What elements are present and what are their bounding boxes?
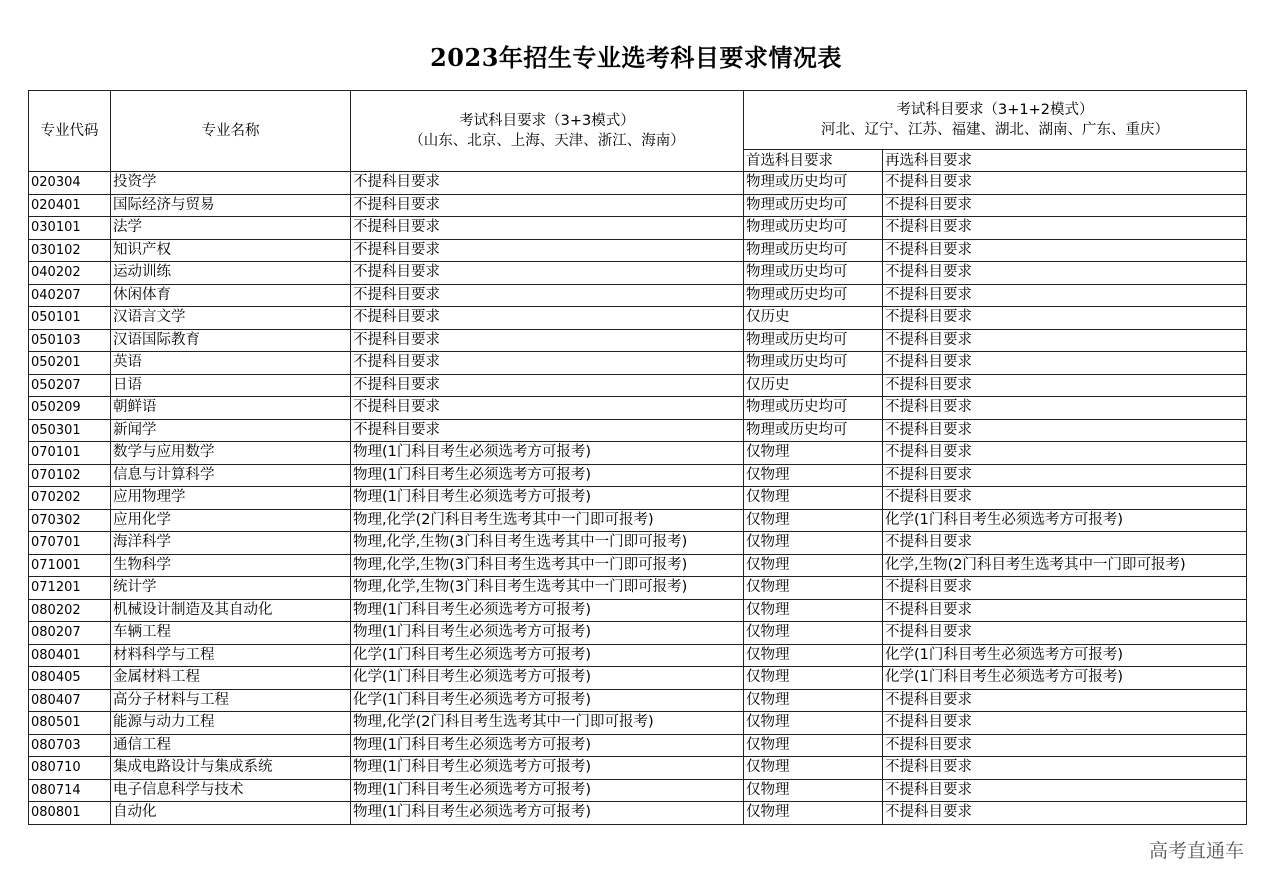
cell-first-choice: 物理或历史均可 (744, 419, 883, 442)
cell-req-3-3: 物理,化学,生物(3门科目考生选考其中一门即可报考) (351, 532, 744, 555)
table-row (29, 622, 1247, 645)
cell-second-choice: 化学(1门科目考生必须选考方可报考) (883, 509, 1247, 532)
cell-major-name: 海洋科学 (111, 532, 351, 555)
cell-code: 080407 (29, 689, 111, 712)
cell-req-3-3: 不提科目要求 (351, 172, 744, 195)
cell-code: 070202 (29, 487, 111, 510)
cell-req-3-3: 不提科目要求 (351, 239, 744, 262)
cell-first-choice: 仅物理 (744, 464, 883, 487)
cell-major-name: 数学与应用数学 (111, 442, 351, 465)
table-row (29, 442, 1247, 465)
cell-second-choice: 化学(1门科目考生必须选考方可报考) (883, 667, 1247, 690)
header-mode-3-3-line1: 考试科目要求（3+3模式） (459, 113, 635, 129)
cell-req-3-3: 化学(1门科目考生必须选考方可报考) (351, 667, 744, 690)
header-name: 专业名称 (111, 91, 351, 172)
cell-req-3-3: 不提科目要求 (351, 374, 744, 397)
table-row (29, 397, 1247, 420)
cell-second-choice: 不提科目要求 (883, 779, 1247, 802)
table-row (29, 307, 1247, 330)
cell-req-3-3: 物理(1门科目考生必须选考方可报考) (351, 487, 744, 510)
table-row (29, 262, 1247, 285)
cell-req-3-3: 不提科目要求 (351, 262, 744, 285)
table-row (29, 577, 1247, 600)
table-row (29, 757, 1247, 780)
cell-major-name: 信息与计算科学 (111, 464, 351, 487)
cell-first-choice: 仅物理 (744, 779, 883, 802)
cell-code: 040207 (29, 284, 111, 307)
cell-code: 080401 (29, 644, 111, 667)
cell-major-name: 自动化 (111, 802, 351, 825)
cell-req-3-3: 不提科目要求 (351, 329, 744, 352)
cell-first-choice: 仅物理 (744, 622, 883, 645)
cell-second-choice: 化学,生物(2门科目考生选考其中一门即可报考) (883, 554, 1247, 577)
cell-second-choice: 不提科目要求 (883, 757, 1247, 780)
cell-code: 080202 (29, 599, 111, 622)
cell-code: 080714 (29, 779, 111, 802)
cell-first-choice: 物理或历史均可 (744, 239, 883, 262)
cell-major-name: 材料科学与工程 (111, 644, 351, 667)
cell-major-name: 生物科学 (111, 554, 351, 577)
table-row (29, 509, 1247, 532)
table-row (29, 779, 1247, 802)
table-row (29, 734, 1247, 757)
cell-major-name: 机械设计制造及其自动化 (111, 599, 351, 622)
cell-code: 020401 (29, 194, 111, 217)
cell-code: 050209 (29, 397, 111, 420)
cell-second-choice: 不提科目要求 (883, 329, 1247, 352)
cell-major-name: 知识产权 (111, 239, 351, 262)
cell-first-choice: 仅物理 (744, 802, 883, 825)
cell-second-choice: 不提科目要求 (883, 487, 1247, 510)
cell-code: 071001 (29, 554, 111, 577)
cell-major-name: 能源与动力工程 (111, 712, 351, 735)
header-mode-3-1-2 (744, 91, 1247, 150)
cell-code: 071201 (29, 577, 111, 600)
cell-code: 080703 (29, 734, 111, 757)
cell-code: 080207 (29, 622, 111, 645)
cell-second-choice: 不提科目要求 (883, 689, 1247, 712)
cell-req-3-3: 物理(1门科目考生必须选考方可报考) (351, 622, 744, 645)
table-row (29, 419, 1247, 442)
table-row (29, 599, 1247, 622)
cell-req-3-3: 物理(1门科目考生必须选考方可报考) (351, 779, 744, 802)
cell-second-choice: 不提科目要求 (883, 734, 1247, 757)
cell-req-3-3: 化学(1门科目考生必须选考方可报考) (351, 644, 744, 667)
cell-major-name: 日语 (111, 374, 351, 397)
cell-code: 070302 (29, 509, 111, 532)
cell-code: 050103 (29, 329, 111, 352)
header-mode-3-3-line2: （山东、北京、上海、天津、浙江、海南） (409, 133, 685, 149)
cell-major-name: 投资学 (111, 172, 351, 195)
cell-code: 080801 (29, 802, 111, 825)
cell-second-choice: 不提科目要求 (883, 284, 1247, 307)
watermark: 高考直通车 (1148, 840, 1244, 862)
cell-first-choice: 仅物理 (744, 554, 883, 577)
header-mode-3-1-2-line2: 河北、辽宁、江苏、福建、湖北、湖南、广东、重庆） (821, 122, 1169, 138)
cell-first-choice: 仅物理 (744, 442, 883, 465)
cell-req-3-3: 不提科目要求 (351, 397, 744, 420)
cell-first-choice: 仅物理 (744, 667, 883, 690)
cell-first-choice: 仅历史 (744, 374, 883, 397)
cell-req-3-3: 不提科目要求 (351, 307, 744, 330)
cell-major-name: 车辆工程 (111, 622, 351, 645)
page-title: 2023年招生专业选考科目要求情况表 (430, 43, 842, 72)
cell-req-3-3: 物理(1门科目考生必须选考方可报考) (351, 599, 744, 622)
cell-first-choice: 物理或历史均可 (744, 172, 883, 195)
cell-second-choice: 不提科目要求 (883, 262, 1247, 285)
cell-second-choice: 不提科目要求 (883, 577, 1247, 600)
cell-second-choice: 不提科目要求 (883, 194, 1247, 217)
cell-second-choice: 不提科目要求 (883, 532, 1247, 555)
cell-first-choice: 物理或历史均可 (744, 194, 883, 217)
header-first-choice: 首选科目要求 (744, 150, 883, 172)
cell-req-3-3: 不提科目要求 (351, 284, 744, 307)
cell-major-name: 通信工程 (111, 734, 351, 757)
cell-major-name: 新闻学 (111, 419, 351, 442)
cell-second-choice: 不提科目要求 (883, 239, 1247, 262)
cell-major-name: 高分子材料与工程 (111, 689, 351, 712)
cell-major-name: 电子信息科学与技术 (111, 779, 351, 802)
table-row (29, 374, 1247, 397)
header-row (29, 91, 1247, 150)
cell-major-name: 法学 (111, 217, 351, 240)
cell-major-name: 汉语国际教育 (111, 329, 351, 352)
header-second-choice: 再选科目要求 (883, 150, 1247, 172)
header-mode-3-3 (351, 91, 744, 172)
cell-code: 050207 (29, 374, 111, 397)
table-row (29, 644, 1247, 667)
table-row (29, 217, 1247, 240)
cell-req-3-3: 物理,化学,生物(3门科目考生选考其中一门即可报考) (351, 577, 744, 600)
cell-req-3-3: 物理(1门科目考生必须选考方可报考) (351, 442, 744, 465)
cell-second-choice: 不提科目要求 (883, 599, 1247, 622)
cell-first-choice: 物理或历史均可 (744, 329, 883, 352)
cell-first-choice: 仅物理 (744, 577, 883, 600)
cell-first-choice: 物理或历史均可 (744, 262, 883, 285)
cell-second-choice: 不提科目要求 (883, 374, 1247, 397)
cell-req-3-3: 物理(1门科目考生必须选考方可报考) (351, 464, 744, 487)
cell-code: 020304 (29, 172, 111, 195)
table-row (29, 284, 1247, 307)
cell-req-3-3: 物理,化学(2门科目考生选考其中一门即可报考) (351, 712, 744, 735)
table-row (29, 172, 1247, 195)
cell-code: 070701 (29, 532, 111, 555)
table-row (29, 667, 1247, 690)
cell-second-choice: 不提科目要求 (883, 352, 1247, 375)
cell-code: 050301 (29, 419, 111, 442)
cell-req-3-3: 物理(1门科目考生必须选考方可报考) (351, 802, 744, 825)
cell-code: 070102 (29, 464, 111, 487)
cell-code: 070101 (29, 442, 111, 465)
cell-first-choice: 物理或历史均可 (744, 352, 883, 375)
cell-req-3-3: 物理(1门科目考生必须选考方可报考) (351, 734, 744, 757)
cell-req-3-3: 不提科目要求 (351, 217, 744, 240)
cell-major-name: 应用物理学 (111, 487, 351, 510)
cell-req-3-3: 不提科目要求 (351, 419, 744, 442)
cell-second-choice: 不提科目要求 (883, 802, 1247, 825)
cell-second-choice: 化学(1门科目考生必须选考方可报考) (883, 644, 1247, 667)
cell-major-name: 休闲体育 (111, 284, 351, 307)
table-row (29, 532, 1247, 555)
cell-second-choice: 不提科目要求 (883, 397, 1247, 420)
cell-major-name: 集成电路设计与集成系统 (111, 757, 351, 780)
cell-first-choice: 物理或历史均可 (744, 397, 883, 420)
cell-first-choice: 仅物理 (744, 757, 883, 780)
cell-second-choice: 不提科目要求 (883, 442, 1247, 465)
cell-req-3-3: 物理,化学,生物(3门科目考生选考其中一门即可报考) (351, 554, 744, 577)
cell-first-choice: 仅物理 (744, 599, 883, 622)
cell-first-choice: 仅物理 (744, 689, 883, 712)
header-mode-3-1-2-line1: 考试科目要求（3+1+2模式） (896, 102, 1094, 118)
cell-code: 040202 (29, 262, 111, 285)
table-row (29, 239, 1247, 262)
table-row (29, 329, 1247, 352)
cell-second-choice: 不提科目要求 (883, 172, 1247, 195)
table-row (29, 689, 1247, 712)
cell-major-name: 统计学 (111, 577, 351, 600)
table-row (29, 487, 1247, 510)
cell-code: 080710 (29, 757, 111, 780)
cell-major-name: 运动训练 (111, 262, 351, 285)
cell-first-choice: 仅物理 (744, 487, 883, 510)
table-row (29, 194, 1247, 217)
table-row (29, 712, 1247, 735)
cell-first-choice: 仅物理 (744, 532, 883, 555)
cell-code: 050101 (29, 307, 111, 330)
cell-major-name: 应用化学 (111, 509, 351, 532)
cell-first-choice: 仅物理 (744, 509, 883, 532)
requirements-table (28, 90, 1247, 825)
cell-second-choice: 不提科目要求 (883, 217, 1247, 240)
cell-first-choice: 物理或历史均可 (744, 284, 883, 307)
cell-second-choice: 不提科目要求 (883, 419, 1247, 442)
cell-code: 050201 (29, 352, 111, 375)
cell-req-3-3: 不提科目要求 (351, 194, 744, 217)
cell-second-choice: 不提科目要求 (883, 622, 1247, 645)
cell-first-choice: 仅物理 (744, 734, 883, 757)
table-row (29, 554, 1247, 577)
table-row (29, 464, 1247, 487)
cell-req-3-3: 化学(1门科目考生必须选考方可报考) (351, 689, 744, 712)
cell-code: 080501 (29, 712, 111, 735)
cell-major-name: 英语 (111, 352, 351, 375)
cell-major-name: 汉语言文学 (111, 307, 351, 330)
cell-code: 030101 (29, 217, 111, 240)
cell-major-name: 金属材料工程 (111, 667, 351, 690)
cell-second-choice: 不提科目要求 (883, 464, 1247, 487)
cell-code: 030102 (29, 239, 111, 262)
table-row (29, 352, 1247, 375)
cell-req-3-3: 物理,化学(2门科目考生选考其中一门即可报考) (351, 509, 744, 532)
cell-first-choice: 物理或历史均可 (744, 217, 883, 240)
cell-first-choice: 仅物理 (744, 644, 883, 667)
header-code: 专业代码 (29, 91, 111, 172)
cell-major-name: 国际经济与贸易 (111, 194, 351, 217)
cell-code: 080405 (29, 667, 111, 690)
table-row (29, 802, 1247, 825)
cell-first-choice: 仅历史 (744, 307, 883, 330)
cell-second-choice: 不提科目要求 (883, 712, 1247, 735)
cell-req-3-3: 不提科目要求 (351, 352, 744, 375)
cell-first-choice: 仅物理 (744, 712, 883, 735)
cell-major-name: 朝鲜语 (111, 397, 351, 420)
cell-second-choice: 不提科目要求 (883, 307, 1247, 330)
cell-req-3-3: 物理(1门科目考生必须选考方可报考) (351, 757, 744, 780)
